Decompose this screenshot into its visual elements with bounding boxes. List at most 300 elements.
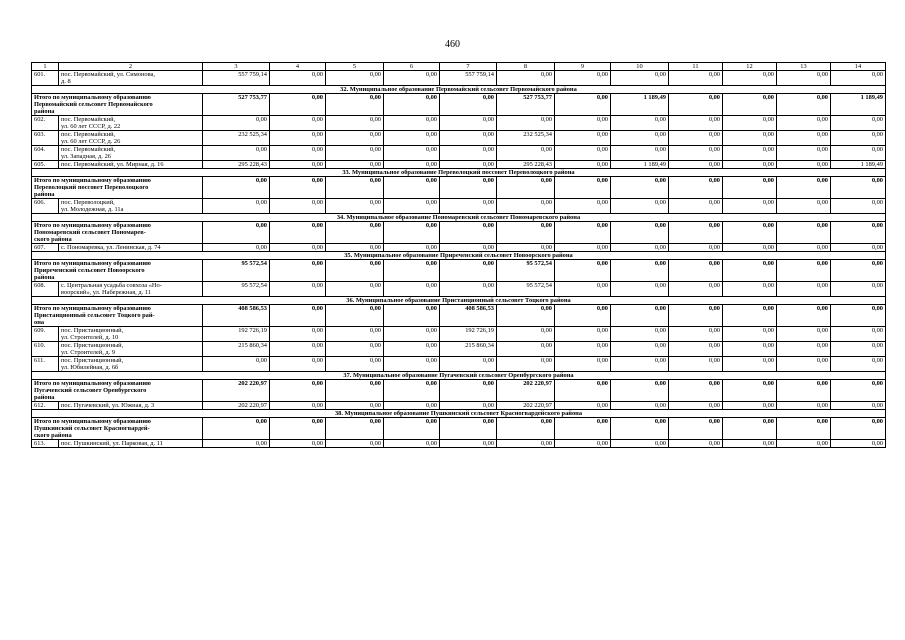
row-index: 607.: [32, 244, 59, 252]
column-number-header: 4: [270, 63, 326, 71]
amount-cell: 0,00: [723, 71, 777, 86]
table-row: [32, 402, 886, 410]
amount-cell: 0,00: [270, 161, 326, 169]
column-number-header: 9: [555, 63, 611, 71]
amount-cell: 0,00: [497, 418, 555, 440]
amount-cell: 0,00: [384, 94, 440, 116]
amount-cell: 0,00: [555, 161, 611, 169]
amount-cell: 0,00: [777, 161, 831, 169]
amount-cell: 0,00: [326, 402, 384, 410]
amount-cell: 0,00: [270, 199, 326, 214]
amount-cell: 0,00: [384, 260, 440, 282]
address-cell: пос. Пушкинский, ул. Парковая, д. 11: [59, 440, 203, 448]
amount-cell: 0,00: [270, 71, 326, 86]
amount-cell: 0,00: [440, 357, 497, 372]
total-label: Итого по муниципальному образованию Приреченский сельсовет Новоорского района: [32, 260, 203, 282]
amount-cell: 0,00: [384, 380, 440, 402]
amount-cell: 0,00: [270, 177, 326, 199]
amount-cell: 0,00: [270, 222, 326, 244]
amount-cell: 0,00: [669, 342, 723, 357]
row-index: 610.: [32, 342, 59, 357]
amount-cell: 0,00: [777, 282, 831, 297]
amount-cell: 95 572,54: [497, 260, 555, 282]
total-label: Итого по муниципальному образованию Переволоцкий поссовет Переволоцкого района: [32, 177, 203, 199]
column-number-header: 2: [59, 63, 203, 71]
section-header-row: [32, 169, 886, 177]
amount-cell: 0,00: [555, 116, 611, 131]
amount-cell: 0,00: [723, 161, 777, 169]
table-row: [32, 327, 886, 342]
amount-cell: 0,00: [555, 131, 611, 146]
amount-cell: 0,00: [723, 131, 777, 146]
report-table: [31, 62, 886, 448]
amount-cell: 0,00: [555, 282, 611, 297]
amount-cell: 0,00: [777, 327, 831, 342]
address-cell: пос. Переволоцкий, ул. Молодежная, д. 11а: [59, 199, 203, 214]
amount-cell: 0,00: [777, 402, 831, 410]
amount-cell: 0,00: [497, 244, 555, 252]
amount-cell: 0,00: [611, 177, 669, 199]
page-number: 460: [445, 39, 460, 50]
row-index: 601.: [32, 71, 59, 86]
column-number-header: 3: [203, 63, 270, 71]
amount-cell: 0,00: [669, 131, 723, 146]
amount-cell: 0,00: [831, 357, 886, 372]
amount-cell: 0,00: [831, 199, 886, 214]
row-index: 603.: [32, 131, 59, 146]
amount-cell: 0,00: [669, 260, 723, 282]
amount-cell: 202 220,97: [203, 380, 270, 402]
amount-cell: 0,00: [723, 380, 777, 402]
amount-cell: 0,00: [723, 260, 777, 282]
amount-cell: 0,00: [777, 116, 831, 131]
amount-cell: 0,00: [497, 222, 555, 244]
address-cell: с. Пономаревка, ул. Ленинская, д. 74: [59, 244, 203, 252]
section-header-row: [32, 86, 886, 94]
amount-cell: 0,00: [270, 116, 326, 131]
amount-cell: 0,00: [326, 146, 384, 161]
section-header-row: [32, 297, 886, 305]
row-index: 609.: [32, 327, 59, 342]
table-row: [32, 282, 886, 297]
amount-cell: 0,00: [497, 116, 555, 131]
amount-cell: 0,00: [611, 440, 669, 448]
amount-cell: 0,00: [777, 146, 831, 161]
address-cell: пос. Первомайский, ул. 60 лет СССР, д. 22: [59, 116, 203, 131]
section-header-row: [32, 252, 886, 260]
amount-cell: 0,00: [326, 260, 384, 282]
amount-cell: 0,00: [831, 260, 886, 282]
amount-cell: 0,00: [326, 327, 384, 342]
column-number-header: 6: [384, 63, 440, 71]
amount-cell: 0,00: [440, 244, 497, 252]
amount-cell: 0,00: [831, 71, 886, 86]
amount-cell: 0,00: [555, 418, 611, 440]
amount-cell: 0,00: [384, 418, 440, 440]
amount-cell: 0,00: [669, 440, 723, 448]
header-row: [32, 63, 886, 71]
amount-cell: 0,00: [723, 222, 777, 244]
amount-cell: 0,00: [723, 282, 777, 297]
section-header-row: [32, 372, 886, 380]
amount-cell: 0,00: [611, 418, 669, 440]
amount-cell: 0,00: [611, 282, 669, 297]
amount-cell: 0,00: [669, 94, 723, 116]
amount-cell: 0,00: [270, 260, 326, 282]
row-index: 608.: [32, 282, 59, 297]
section-title: 37. Муниципальное образование Пугачевский сельсовет Оренбургского района: [32, 372, 886, 380]
amount-cell: 0,00: [326, 342, 384, 357]
amount-cell: 0,00: [555, 440, 611, 448]
amount-cell: 0,00: [611, 357, 669, 372]
amount-cell: 0,00: [203, 357, 270, 372]
amount-cell: 0,00: [669, 161, 723, 169]
amount-cell: 0,00: [669, 418, 723, 440]
amount-cell: 0,00: [669, 402, 723, 410]
amount-cell: 0,00: [326, 244, 384, 252]
amount-cell: 0,00: [723, 440, 777, 448]
amount-cell: 0,00: [326, 418, 384, 440]
amount-cell: 0,00: [723, 146, 777, 161]
section-title: 33. Муниципальное образование Переволоцкий поссовет Переволоцкого района: [32, 169, 886, 177]
total-label: Итого по муниципальному образованию Пугачевский сельсовет Оренбургского района: [32, 380, 203, 402]
amount-cell: 0,00: [777, 418, 831, 440]
total-row: [32, 305, 886, 327]
amount-cell: 0,00: [384, 440, 440, 448]
column-number-header: 8: [497, 63, 555, 71]
amount-cell: 0,00: [831, 131, 886, 146]
amount-cell: 0,00: [555, 94, 611, 116]
column-number-header: 1: [32, 63, 59, 71]
table-row: [32, 342, 886, 357]
amount-cell: 232 525,34: [203, 131, 270, 146]
amount-cell: 0,00: [777, 357, 831, 372]
row-index: 605.: [32, 161, 59, 169]
amount-cell: 0,00: [555, 244, 611, 252]
table-row: [32, 131, 886, 146]
table-row: [32, 440, 886, 448]
amount-cell: 0,00: [203, 222, 270, 244]
total-label: Итого по муниципальному образованию Первомайский сельсовет Первомайского района: [32, 94, 203, 116]
column-number-header: 7: [440, 63, 497, 71]
amount-cell: 0,00: [326, 177, 384, 199]
amount-cell: 0,00: [270, 357, 326, 372]
amount-cell: 0,00: [555, 357, 611, 372]
column-number-header: 10: [611, 63, 669, 71]
section-title: 32. Муниципальное образование Первомайский сельсовет Первомайского района: [32, 86, 886, 94]
amount-cell: 0,00: [203, 146, 270, 161]
amount-cell: 0,00: [611, 244, 669, 252]
amount-cell: 0,00: [831, 222, 886, 244]
amount-cell: 0,00: [611, 222, 669, 244]
amount-cell: 0,00: [270, 244, 326, 252]
amount-cell: 202 220,97: [497, 402, 555, 410]
amount-cell: 0,00: [831, 418, 886, 440]
amount-cell: 0,00: [611, 380, 669, 402]
amount-cell: 0,00: [270, 94, 326, 116]
amount-cell: 0,00: [440, 131, 497, 146]
amount-cell: 295 228,43: [203, 161, 270, 169]
amount-cell: 215 860,34: [440, 342, 497, 357]
section-title: 38. Муниципальное образование Пушкинский сельсовет Красногвардейского района: [32, 410, 886, 418]
amount-cell: 1 189,49: [831, 161, 886, 169]
amount-cell: 0,00: [384, 357, 440, 372]
amount-cell: 0,00: [831, 327, 886, 342]
address-cell: пос. Первомайский, ул. Мирная, д. 16: [59, 161, 203, 169]
amount-cell: 0,00: [555, 222, 611, 244]
amount-cell: 1 189,49: [831, 94, 886, 116]
amount-cell: 0,00: [555, 380, 611, 402]
amount-cell: 0,00: [384, 161, 440, 169]
row-index: 611.: [32, 357, 59, 372]
amount-cell: 0,00: [611, 131, 669, 146]
row-index: 602.: [32, 116, 59, 131]
amount-cell: 0,00: [384, 327, 440, 342]
amount-cell: 232 525,34: [497, 131, 555, 146]
amount-cell: 0,00: [326, 199, 384, 214]
report-body: [32, 63, 886, 448]
total-row: [32, 418, 886, 440]
amount-cell: 0,00: [497, 71, 555, 86]
amount-cell: 0,00: [326, 71, 384, 86]
amount-cell: 0,00: [326, 222, 384, 244]
amount-cell: 95 572,54: [203, 282, 270, 297]
amount-cell: 0,00: [384, 305, 440, 327]
amount-cell: 0,00: [723, 94, 777, 116]
amount-cell: 0,00: [440, 199, 497, 214]
amount-cell: 0,00: [555, 402, 611, 410]
amount-cell: 202 220,97: [203, 402, 270, 410]
amount-cell: 0,00: [497, 305, 555, 327]
amount-cell: 0,00: [440, 260, 497, 282]
amount-cell: 0,00: [555, 71, 611, 86]
amount-cell: 0,00: [669, 244, 723, 252]
table-row: [32, 146, 886, 161]
amount-cell: 0,00: [326, 282, 384, 297]
amount-cell: 0,00: [723, 342, 777, 357]
amount-cell: 0,00: [555, 327, 611, 342]
amount-cell: 527 753,77: [203, 94, 270, 116]
amount-cell: 0,00: [777, 380, 831, 402]
table-row: [32, 161, 886, 169]
amount-cell: 0,00: [669, 222, 723, 244]
total-row: [32, 177, 886, 199]
amount-cell: 0,00: [270, 146, 326, 161]
amount-cell: 0,00: [723, 402, 777, 410]
amount-cell: 95 572,54: [203, 260, 270, 282]
address-cell: пос. Пристанционный, ул. Строителей, д. 9: [59, 342, 203, 357]
amount-cell: 0,00: [384, 222, 440, 244]
amount-cell: 0,00: [555, 305, 611, 327]
amount-cell: 0,00: [669, 177, 723, 199]
amount-cell: 0,00: [384, 402, 440, 410]
amount-cell: 0,00: [777, 199, 831, 214]
column-number-header: 11: [669, 63, 723, 71]
amount-cell: 0,00: [270, 402, 326, 410]
amount-cell: 0,00: [723, 327, 777, 342]
address-cell: с. Центральная усадьба совхоза «Но- воорский», ул. Набережная, д. 11: [59, 282, 203, 297]
amount-cell: 0,00: [669, 71, 723, 86]
amount-cell: 0,00: [270, 282, 326, 297]
amount-cell: 0,00: [831, 282, 886, 297]
column-number-header: 14: [831, 63, 886, 71]
amount-cell: 0,00: [270, 342, 326, 357]
amount-cell: 0,00: [326, 131, 384, 146]
row-index: 606.: [32, 199, 59, 214]
amount-cell: 0,00: [203, 418, 270, 440]
amount-cell: 0,00: [831, 440, 886, 448]
amount-cell: 0,00: [777, 260, 831, 282]
amount-cell: 0,00: [611, 327, 669, 342]
amount-cell: 0,00: [497, 357, 555, 372]
section-title: 35. Муниципальное образование Приреченский сельсовет Новоорского района: [32, 252, 886, 260]
amount-cell: 0,00: [611, 116, 669, 131]
total-label: Итого по муниципальному образованию Пушкинский сельсовет Красногвардей- ского района: [32, 418, 203, 440]
amount-cell: 0,00: [555, 199, 611, 214]
amount-cell: 0,00: [831, 116, 886, 131]
amount-cell: 0,00: [326, 116, 384, 131]
amount-cell: 0,00: [440, 146, 497, 161]
amount-cell: 0,00: [611, 71, 669, 86]
amount-cell: 0,00: [384, 177, 440, 199]
amount-cell: 0,00: [555, 342, 611, 357]
section-header-row: [32, 214, 886, 222]
amount-cell: 557 759,14: [440, 71, 497, 86]
section-title: 34. Муниципальное образование Пономаревский сельсовет Пономаревского района: [32, 214, 886, 222]
address-cell: пос. Пристанционный, ул. Юбилейная, д. 6б: [59, 357, 203, 372]
amount-cell: 0,00: [611, 342, 669, 357]
amount-cell: 215 860,34: [203, 342, 270, 357]
amount-cell: 0,00: [831, 146, 886, 161]
amount-cell: 0,00: [440, 380, 497, 402]
amount-cell: 0,00: [270, 131, 326, 146]
table-row: [32, 116, 886, 131]
amount-cell: 0,00: [326, 440, 384, 448]
amount-cell: 0,00: [669, 146, 723, 161]
amount-cell: 192 726,19: [203, 327, 270, 342]
table-row: [32, 199, 886, 214]
amount-cell: 0,00: [777, 222, 831, 244]
row-index: 604.: [32, 146, 59, 161]
amount-cell: 0,00: [723, 305, 777, 327]
amount-cell: 0,00: [777, 244, 831, 252]
amount-cell: 0,00: [440, 402, 497, 410]
amount-cell: 0,00: [440, 161, 497, 169]
amount-cell: 0,00: [555, 146, 611, 161]
amount-cell: 0,00: [723, 177, 777, 199]
total-row: [32, 380, 886, 402]
column-number-header: 5: [326, 63, 384, 71]
column-number-header: 12: [723, 63, 777, 71]
amount-cell: 0,00: [440, 177, 497, 199]
amount-cell: 0,00: [270, 440, 326, 448]
amount-cell: 0,00: [384, 342, 440, 357]
address-cell: пос. Пристанционный, ул. Строителей, д. 10: [59, 327, 203, 342]
amount-cell: 0,00: [326, 380, 384, 402]
amount-cell: 0,00: [497, 327, 555, 342]
amount-cell: 0,00: [611, 402, 669, 410]
row-index: 612.: [32, 402, 59, 410]
amount-cell: 0,00: [384, 71, 440, 86]
total-row: [32, 222, 886, 244]
amount-cell: 0,00: [384, 131, 440, 146]
total-row: [32, 260, 886, 282]
amount-cell: 0,00: [203, 199, 270, 214]
amount-cell: 192 726,19: [440, 327, 497, 342]
table-row: [32, 244, 886, 252]
amount-cell: 0,00: [777, 131, 831, 146]
address-cell: пос. Пугачевский, ул. Южная, д. 3: [59, 402, 203, 410]
address-cell: пос. Первомайский, ул. Западная, д. 26: [59, 146, 203, 161]
amount-cell: 0,00: [384, 116, 440, 131]
amount-cell: 1 189,49: [611, 161, 669, 169]
amount-cell: 408 586,53: [440, 305, 497, 327]
amount-cell: 0,00: [611, 305, 669, 327]
address-cell: пос. Первомайский, ул. 60 лет СССР, д. 26: [59, 131, 203, 146]
amount-cell: 0,00: [723, 244, 777, 252]
amount-cell: 0,00: [384, 282, 440, 297]
amount-cell: 0,00: [440, 282, 497, 297]
section-title: 36. Муниципальное образование Пристанционный сельсовет Тоцкого района: [32, 297, 886, 305]
amount-cell: 0,00: [555, 177, 611, 199]
amount-cell: 0,00: [777, 342, 831, 357]
amount-cell: 0,00: [440, 418, 497, 440]
amount-cell: 0,00: [669, 327, 723, 342]
amount-cell: 0,00: [831, 402, 886, 410]
amount-cell: 0,00: [497, 199, 555, 214]
amount-cell: 0,00: [326, 161, 384, 169]
amount-cell: 0,00: [723, 116, 777, 131]
amount-cell: 0,00: [669, 380, 723, 402]
amount-cell: 0,00: [831, 380, 886, 402]
amount-cell: 0,00: [440, 116, 497, 131]
amount-cell: 408 586,53: [203, 305, 270, 327]
amount-cell: 0,00: [203, 116, 270, 131]
amount-cell: 202 220,97: [497, 380, 555, 402]
amount-cell: 95 572,54: [497, 282, 555, 297]
amount-cell: 0,00: [326, 357, 384, 372]
amount-cell: 0,00: [611, 260, 669, 282]
row-index: 613.: [32, 440, 59, 448]
table-row: [32, 71, 886, 86]
amount-cell: 0,00: [440, 222, 497, 244]
amount-cell: 0,00: [831, 305, 886, 327]
amount-cell: 0,00: [669, 199, 723, 214]
amount-cell: 1 189,49: [611, 94, 669, 116]
amount-cell: 0,00: [723, 418, 777, 440]
amount-cell: 0,00: [326, 305, 384, 327]
amount-cell: 0,00: [777, 71, 831, 86]
amount-cell: 0,00: [555, 260, 611, 282]
amount-cell: 0,00: [270, 418, 326, 440]
amount-cell: 0,00: [777, 305, 831, 327]
amount-cell: 0,00: [203, 177, 270, 199]
amount-cell: 0,00: [203, 440, 270, 448]
column-number-header: 13: [777, 63, 831, 71]
amount-cell: 0,00: [270, 327, 326, 342]
total-label: Итого по муниципальному образованию Пристанционный сельсовет Тоцкого рай- она: [32, 305, 203, 327]
amount-cell: 0,00: [611, 199, 669, 214]
amount-cell: 0,00: [497, 440, 555, 448]
amount-cell: 0,00: [326, 94, 384, 116]
amount-cell: 0,00: [440, 440, 497, 448]
amount-cell: 557 759,14: [203, 71, 270, 86]
amount-cell: 0,00: [270, 305, 326, 327]
total-row: [32, 94, 886, 116]
amount-cell: 0,00: [384, 146, 440, 161]
amount-cell: 0,00: [203, 244, 270, 252]
amount-cell: 0,00: [777, 94, 831, 116]
